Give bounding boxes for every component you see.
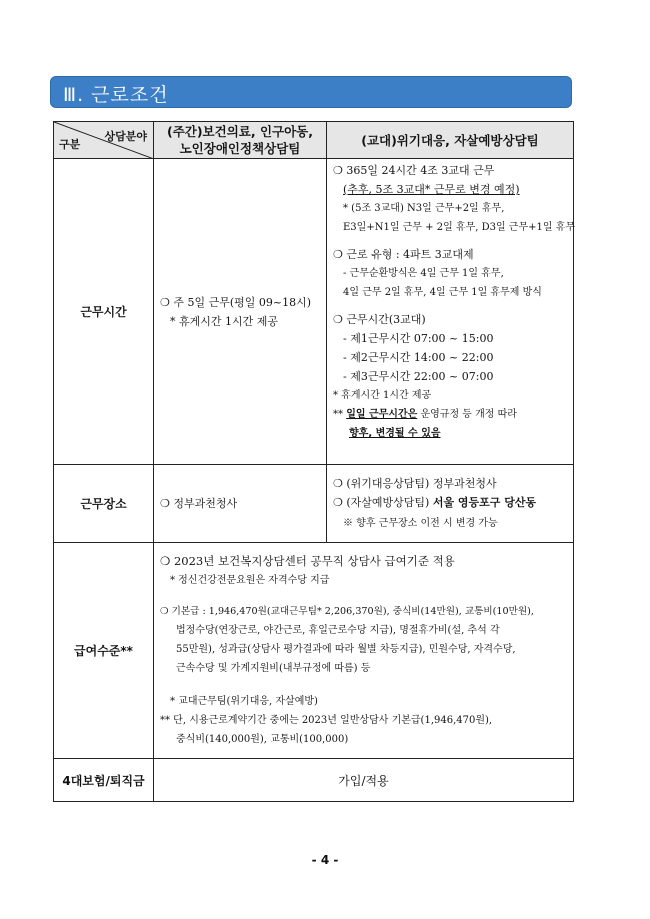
row-label-work-hours: 근무시간 [54,159,154,465]
corner-label-category: 구분 [59,138,81,151]
work-hours-line-11: - 제3근무시간 22:00 ~ 07:00 [343,370,494,383]
salary-line-9: 중식비(140,000원), 교통비(100,000) [176,734,349,745]
row-salary [54,543,574,759]
row-label-salary: 급여수준** [54,543,154,759]
row-work-hours [54,159,574,465]
work-place-col1 [154,465,327,543]
work-hours-line-5: ❍ 근로 유형 : 4파트 3교대제 [333,248,474,261]
table-header-row [54,122,574,159]
work-place-col2 [327,465,574,543]
work-hours-line-13-rest: 운영규정 등 개정 따라 [417,409,517,420]
work-place-line-1: ❍ (위기대응상담팀) 정부과천청사 [333,477,497,490]
section-header [50,76,572,108]
work-hours-line-8: ❍ 근무시간(3교대) [333,313,426,326]
section-title: Ⅲ. 근로조건 [63,84,169,106]
work-place-line-3: ※ 향후 근무장소 이전 시 변경 가능 [343,518,498,529]
row-label-work-place: 근무장소 [54,465,154,543]
work-hours-line-13-bold: 일일 근무시간은 [346,409,418,420]
work-hours-line-1: ❍ 365일 24시간 4조 3교대 근무 [333,164,495,177]
salary-content [154,543,574,759]
work-hours-line-4: E3일+N1일 근무 + 2일 휴무, D3일 근무+1일 휴무 [343,222,576,233]
row-work-place [54,465,574,543]
work-hours-line-10: - 제2근무시간 14:00 ~ 22:00 [343,351,494,364]
work-hours-line-6: - 근무순환방식은 4일 근무 1일 휴무, [343,268,504,279]
work-place-line-2-bold: 서울 영등포구 당산동 [432,496,537,509]
work-hours-line-7: 4일 근무 2일 휴무, 4일 근무 1일 휴무제 방식 [343,287,542,298]
work-hours-col1-line1: ❍ 주 5일 근무(평일 09~18시) [160,295,312,309]
work-hours-line-12: * 휴게시간 1시간 제공 [333,390,432,401]
col2-header: (교대)위기대응, 자살예방상담팀 [327,122,574,159]
page-number: - 4 - [311,853,339,867]
salary-line-2: * 정신건강전문요원은 자격수당 지급 [170,575,330,586]
salary-line-5: 55만원), 성과급(상담사 평가결과에 따라 월별 차등지급), 민원수당, 자격수당, [176,644,516,655]
work-hours-line-13 [333,405,567,424]
col1-header-line2: 노인장애인정책상담팀 [179,141,301,156]
work-hours-col2 [327,159,574,465]
work-hours-line-9: - 제1근무시간 07:00 ~ 15:00 [343,332,494,345]
work-place-col1-line1: ❍ 정부과천청사 [160,497,238,510]
col1-header-line1: (주간)보건의료, 인구아동, [166,124,314,139]
work-hours-col1-line2: * 휴게시간 1시간 제공 [170,314,278,328]
row-insurance [54,759,574,802]
salary-line-1: ❍ 2023년 보건복지상담센터 공무직 상담사 급여기준 적용 [160,554,455,568]
salary-line-6: 근속수당 및 가계지원비(내부규정에 따름) 등 [176,663,371,674]
salary-line-7: * 교대근무팀(위기대응, 자살예방) [170,696,318,707]
corner-header-cell [54,122,154,159]
corner-label-field: 상담분야 [104,130,147,143]
working-conditions-table [53,121,574,802]
work-hours-line-13-prefix: ** [333,409,347,420]
work-hours-line-2: (추후, 5조 3교대* 근무로 변경 예정) [343,183,520,196]
salary-line-8: ** 단, 시용근로계약기간 중에는 2023년 일반상담사 기본급(1,946,470원), [160,715,493,726]
work-place-line-2 [333,493,567,512]
work-hours-col1 [154,159,327,465]
col1-header [154,122,327,159]
salary-line-4: 법정수당(연장근로, 야간근로, 휴일근로수당 지급), 명절휴가비(설, 추석 각 [176,625,500,636]
work-place-line-2-prefix: ❍ (자살예방상담팀) [333,496,433,509]
insurance-value: 가입/적용 [154,759,574,802]
work-hours-line-14: 향후, 변경될 수 있음 [349,428,441,439]
salary-line-3: ❍ 기본급 : 1,946,470원(교대근무팀* 2,206,370원), 중식비(14만원), 교통비(10만원), [160,606,534,617]
work-hours-line-3: * (5조 3교대) N3일 근무+2일 휴무, [343,203,505,214]
row-label-insurance: 4대보험/퇴직금 [54,759,154,802]
